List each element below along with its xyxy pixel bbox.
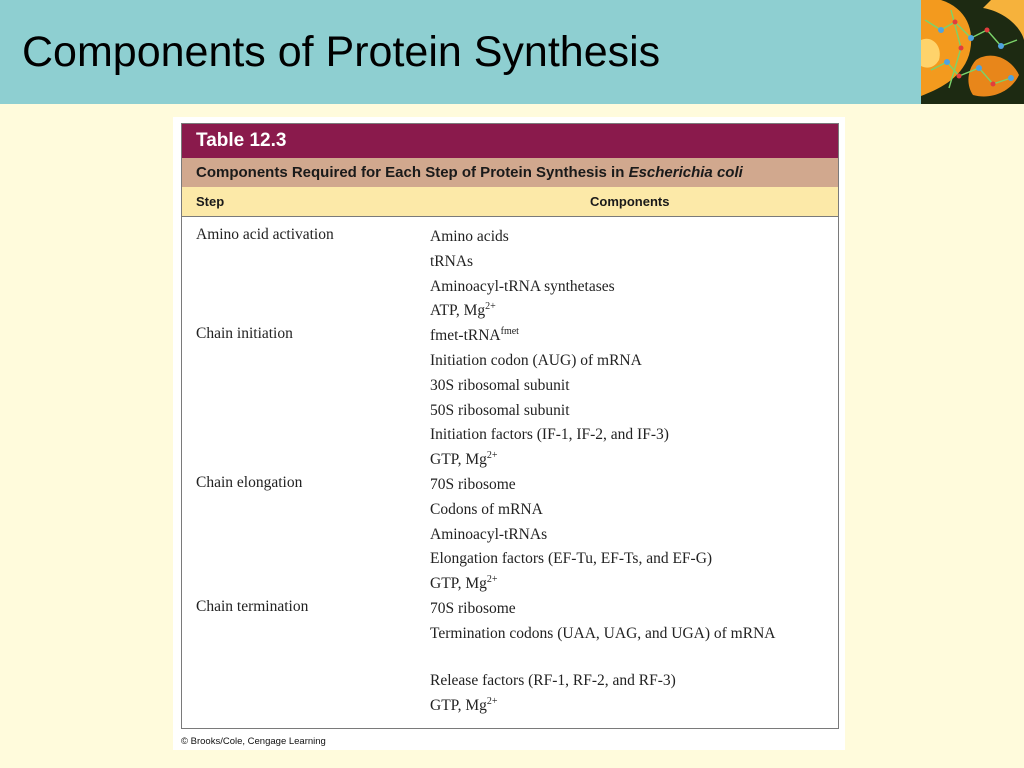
- component-superscript: fmet: [500, 326, 519, 338]
- table-caption-organism: Escherichia coli: [628, 164, 743, 181]
- component-cell: [430, 375, 810, 397]
- table-row: [182, 693, 838, 718]
- component-text: Initiation factors (IF-1, IF-2, and IF-3): [430, 426, 669, 444]
- component-text: Termination codons (UAA, UAG, and UGA) of mRNA: [430, 624, 776, 642]
- component-text: Release factors (RF-1, RF-2, and RF-3): [430, 671, 676, 689]
- component-cell: [430, 350, 810, 372]
- component-cell: [430, 226, 810, 248]
- table-row: [182, 522, 838, 547]
- table-row: [182, 373, 838, 398]
- table-row: [182, 472, 838, 497]
- component-cell: [430, 623, 810, 645]
- table-row: [182, 497, 838, 522]
- copyright-credit: © Brooks/Cole, Cengage Learning: [181, 736, 326, 747]
- step-cell: Amino acid activation: [196, 226, 334, 243]
- table-row: [182, 224, 838, 249]
- table-column-header: [182, 187, 838, 217]
- table-row: [182, 323, 838, 348]
- component-text: Amino acids: [430, 228, 509, 245]
- table-row: [182, 274, 838, 299]
- data-table: [181, 123, 839, 729]
- component-cell: [430, 499, 810, 521]
- table-caption-text: Components Required for Each Step of Protein Synthesis in: [196, 164, 629, 181]
- component-text: 70S ribosome: [430, 475, 516, 493]
- step-cell: Chain elongation: [196, 473, 303, 491]
- table-row: [182, 571, 838, 596]
- component-cell: [430, 598, 810, 620]
- component-cell: [430, 573, 810, 595]
- component-cell: [430, 524, 810, 546]
- slide-title: Components of Protein Synthesis: [22, 28, 661, 76]
- component-cell: [430, 424, 810, 446]
- component-text: GTP, Mg: [430, 696, 487, 714]
- component-cell: [430, 251, 810, 273]
- table-row: [182, 298, 838, 323]
- header-band: [0, 0, 1024, 104]
- component-text: Initiation codon (AUG) of mRNA: [430, 351, 642, 369]
- component-superscript: 2+: [485, 301, 496, 313]
- table-number: Table 12.3: [182, 124, 838, 158]
- component-text: GTP, Mg: [430, 451, 487, 469]
- component-cell: [430, 670, 810, 692]
- component-superscript: 2+: [486, 574, 498, 586]
- component-text: tRNAs: [430, 252, 474, 270]
- component-cell: [430, 695, 810, 717]
- component-superscript: 2+: [486, 695, 498, 707]
- component-text: 70S ribosome: [430, 599, 516, 617]
- component-cell: [430, 325, 810, 347]
- component-text: Elongation factors (EF-Tu, EF-Ts, and EF-G): [430, 550, 713, 568]
- table-row: [182, 668, 838, 693]
- component-cell: [430, 300, 810, 322]
- table-row: [182, 422, 838, 447]
- table-row: [182, 596, 838, 621]
- component-text: fmet-tRNA: [430, 327, 501, 345]
- component-text: Aminoacyl-tRNAs: [430, 525, 548, 543]
- component-text: Codons of mRNA: [430, 500, 543, 518]
- component-cell: [430, 548, 810, 570]
- table-body: [182, 217, 838, 717]
- component-text: ATP, Mg: [430, 302, 486, 320]
- step-cell: Chain initiation: [196, 325, 293, 343]
- component-cell: [430, 474, 810, 496]
- component-text: GTP, Mg: [430, 575, 487, 593]
- table-row: [182, 348, 838, 373]
- table-row: [182, 621, 838, 668]
- table-row: [182, 447, 838, 472]
- component-cell: [430, 276, 810, 298]
- table-row: [182, 398, 838, 423]
- step-cell: Chain termination: [196, 597, 309, 615]
- component-cell: [430, 449, 810, 471]
- column-header-step: Step: [196, 194, 225, 209]
- table-row: [182, 546, 838, 571]
- component-text: Aminoacyl-tRNA synthetases: [430, 277, 615, 295]
- component-text: 50S ribosomal subunit: [430, 401, 570, 419]
- molecular-structure-image: [921, 0, 1024, 104]
- table-figure: [173, 117, 845, 750]
- component-superscript: 2+: [486, 450, 498, 462]
- table-caption: [182, 158, 838, 187]
- component-text: 30S ribosomal subunit: [430, 376, 570, 394]
- component-cell: [430, 400, 810, 422]
- column-header-components: Components: [590, 194, 670, 209]
- table-row: [182, 249, 838, 274]
